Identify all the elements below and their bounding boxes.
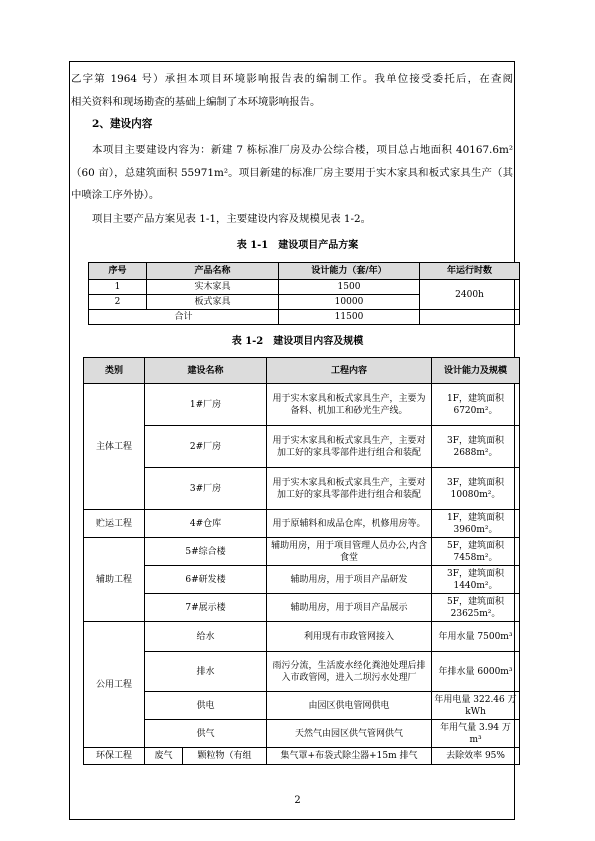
cell-name: 给水 [145, 622, 267, 652]
cell-name: 3#厂房 [145, 468, 267, 510]
tables-intro-paragraph [71, 208, 513, 231]
cell-name: 供气 [145, 720, 267, 748]
header-hours: 年运行时数 [420, 263, 520, 280]
cell-sub: 废气 [145, 748, 183, 765]
header-name: 建设名称 [145, 358, 267, 384]
cell-content: 由园区供电管网供电 [267, 692, 432, 720]
cell-total-value: 11500 [279, 310, 420, 325]
cell-category: 主体工程 [84, 384, 145, 510]
table2-caption: 表 1-2 建设项目内容及规模 [231, 336, 364, 347]
header-product: 产品名称 [147, 263, 279, 280]
page-number: 2 [294, 795, 301, 806]
intro-line-2: 相关资料和现场勘查的基础上编制了本环境影响报告。 [71, 95, 321, 108]
table-row [84, 594, 520, 622]
section-heading: 2、建设内容 [92, 118, 153, 130]
content-paragraph [71, 139, 513, 207]
cell-name: 4#仓库 [145, 510, 267, 538]
cell-name: 6#研发楼 [145, 566, 267, 594]
cell-content: 辅助用房，用于项目产品研发 [267, 566, 432, 594]
cell-scale: 5F，建筑面积 7458m²。 [432, 538, 520, 566]
table-row [84, 510, 520, 538]
table-row [84, 384, 520, 426]
cell-name: 7#展示楼 [145, 594, 267, 622]
cell-hours: 2400h [420, 280, 520, 310]
header-no: 序号 [89, 263, 147, 280]
table-row [89, 280, 520, 295]
table-row [84, 652, 520, 692]
cell-scale: 5F，建筑面积 23625m²。 [432, 594, 520, 622]
cell-content: 雨污分流，生活废水经化粪池处理后排入市政管网，进入二坝污水处理厂 [267, 652, 432, 692]
construction-table [83, 357, 520, 765]
cell-capacity: 10000 [279, 295, 420, 310]
cell-content: 利用现有市政管网接入 [267, 622, 432, 652]
cell-scale: 3F，建筑面积 1440m²。 [432, 566, 520, 594]
header-scale: 设计能力及规模 [432, 358, 520, 384]
table-row [84, 426, 520, 468]
cell-content: 辅助用房，用于项目产品展示 [267, 594, 432, 622]
cell-product: 板式家具 [147, 295, 279, 310]
cell-content: 用于实木家具和板式家具生产，主要对加工好的家具零部件进行组合和装配 [267, 468, 432, 510]
table-total-row [89, 310, 520, 325]
cell-category: 贮运工程 [84, 510, 145, 538]
cell-category: 环保工程 [84, 748, 145, 765]
tables-intro-text: 项目主要产品方案见表 1-1，主要建设内容及规模见表 1-2。 [92, 213, 372, 225]
cell-content: 辅助用房，用于项目管理人员办公,内含食堂 [267, 538, 432, 566]
cell-scale: 年排水量 6000m³ [432, 652, 520, 692]
table-row [84, 692, 520, 720]
cell-name: 颗粒物（有组 [183, 748, 267, 765]
content-text: 本项目主要建设内容为：新建 7 栋标准厂房及办公综合楼，项目总占地面积 40167.6m²（60 亩），总建筑面积 55971m²。项目新建的标准厂房主要用于实木家具和板式家具生产（其中喷涂工序外协）。 [71, 144, 513, 202]
cell-scale: 去除效率 95% [432, 748, 520, 765]
header-category: 类别 [84, 358, 145, 384]
cell-scale: 3F，建筑面积 2688m²。 [432, 426, 520, 468]
cell-no: 1 [89, 280, 147, 295]
table-row [84, 566, 520, 594]
cell-scale: 年用电量 322.46 万 kWh [432, 692, 520, 720]
table-row [84, 468, 520, 510]
header-content: 工程内容 [267, 358, 432, 384]
cell-content: 用于原辅料和成品仓库，机修用房等。 [267, 510, 432, 538]
cell-name: 供电 [145, 692, 267, 720]
cell-content: 集气罩+布袋式除尘器+15m 排气 [267, 748, 432, 765]
cell-capacity: 1500 [279, 280, 420, 295]
table-row [84, 622, 520, 652]
table1-caption: 表 1-1 建设项目产品方案 [236, 240, 359, 251]
cell-no: 2 [89, 295, 147, 310]
cell-scale: 1F，建筑面积 6720m²。 [432, 384, 520, 426]
cell-name: 1#厂房 [145, 384, 267, 426]
cell-scale: 3F，建筑面积 10080m²。 [432, 468, 520, 510]
cell-category: 辅助工程 [84, 538, 145, 622]
table-row [84, 538, 520, 566]
table-row [84, 748, 520, 765]
intro-line-1: 乙字第 1964 号）承担本项目环境影响报告表的编制工作。我单位接受委托后，在查阅 [71, 73, 513, 85]
cell-product: 实木家具 [147, 280, 279, 295]
cell-scale: 年用气量 3.94 万 m³ [432, 720, 520, 748]
intro-paragraph [71, 68, 513, 113]
table-row [84, 720, 520, 748]
product-table [88, 262, 520, 325]
cell-content: 用于实木家具和板式家具生产，主要对加工好的家具零部件进行组合和装配 [267, 426, 432, 468]
cell-name: 2#厂房 [145, 426, 267, 468]
cell-scale: 年用水量 7500m³ [432, 622, 520, 652]
header-capacity: 设计能力（套/年） [279, 263, 420, 280]
cell-name: 5#综合楼 [145, 538, 267, 566]
cell-total-label: 合计 [89, 310, 279, 325]
cell-name: 排水 [145, 652, 267, 692]
cell-content: 天然气由园区供气管网供气 [267, 720, 432, 748]
cell-content: 用于实木家具和板式家具生产，主要为备料、机加工和砂光生产线。 [267, 384, 432, 426]
cell-empty [420, 310, 520, 325]
cell-scale: 1F，建筑面积 3960m²。 [432, 510, 520, 538]
cell-category: 公用工程 [84, 622, 145, 748]
